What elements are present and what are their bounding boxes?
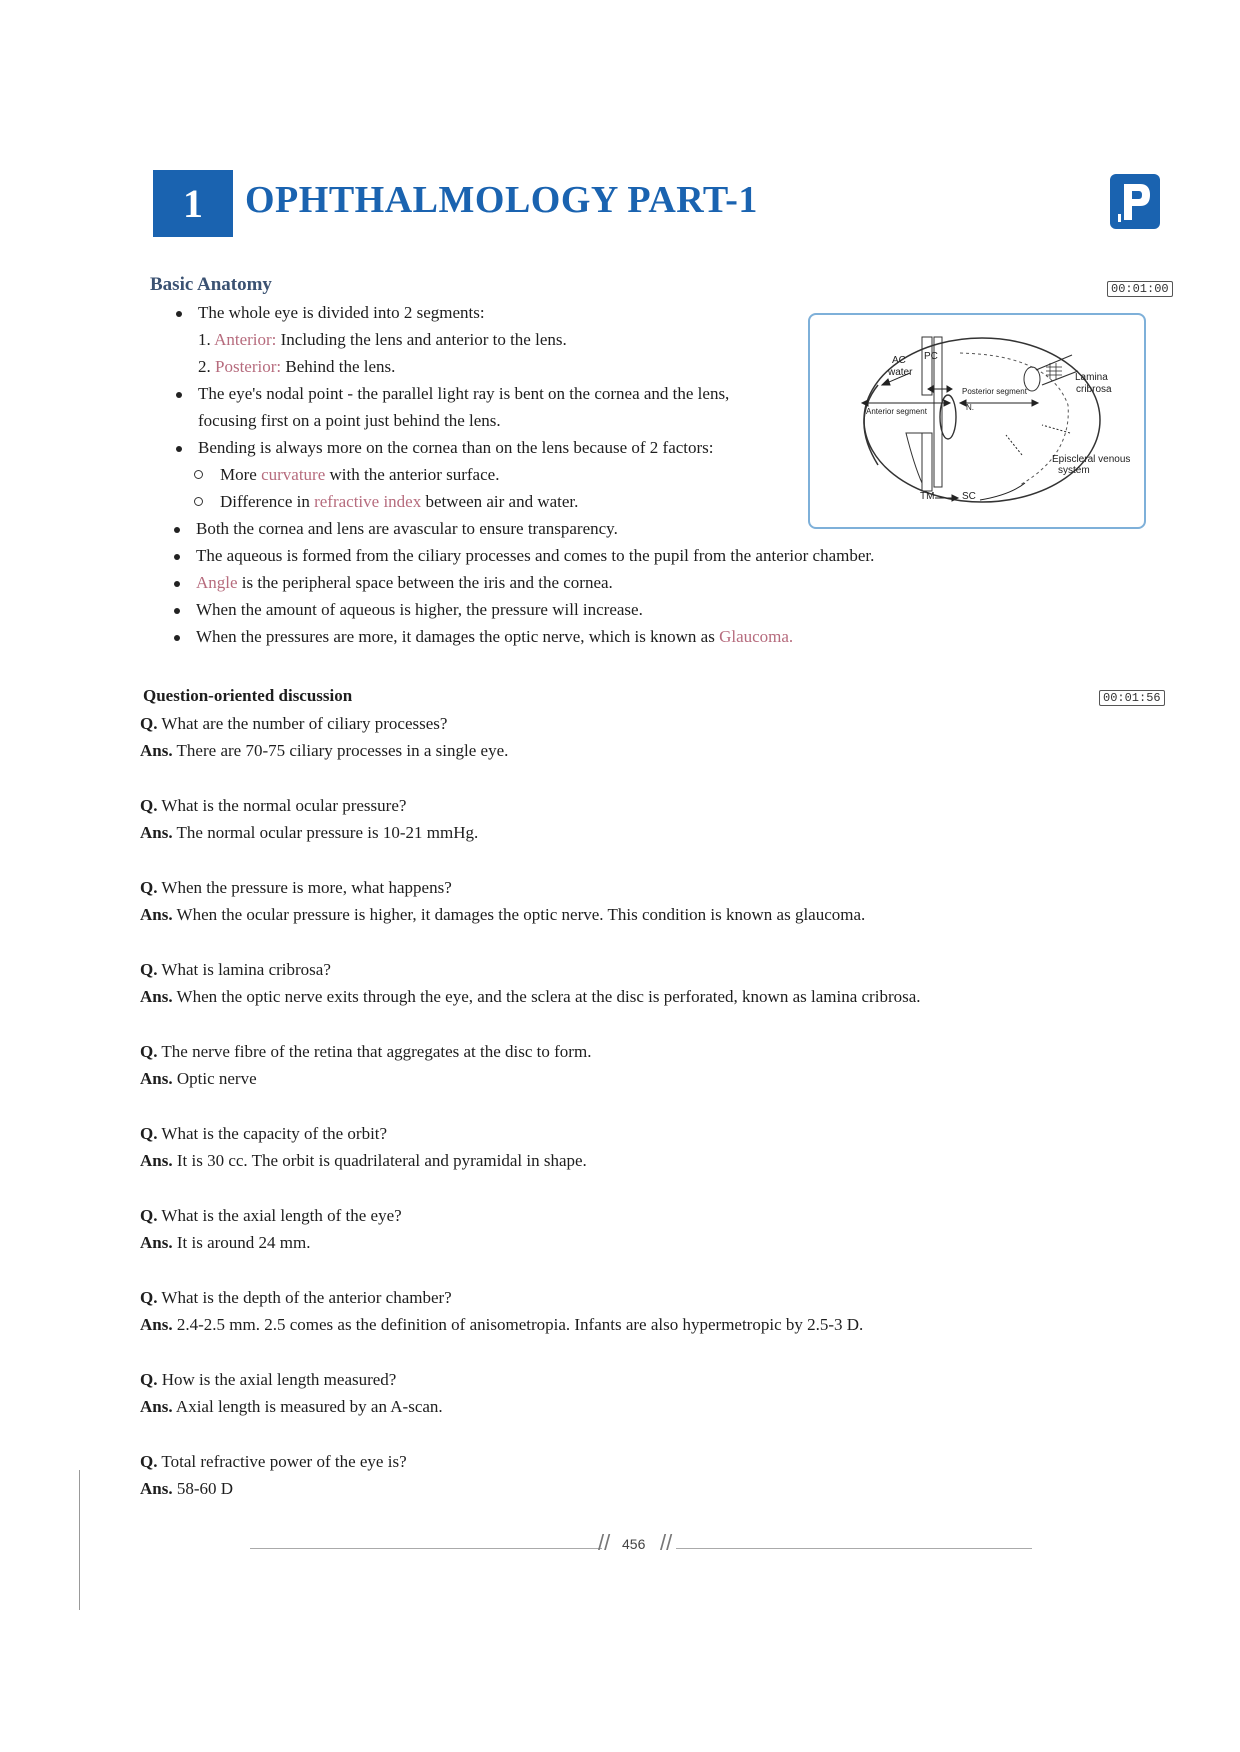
qod-title: Question-oriented discussion: [143, 686, 353, 705]
question: [140, 1206, 402, 1226]
bullet-text: is the peripheral space between the iris and the cornea.: [237, 573, 613, 592]
label-cribrosa: cribrosa: [1076, 384, 1112, 395]
question-text: What are the number of ciliary processes?: [157, 714, 448, 733]
list-text: Behind the lens.: [281, 357, 396, 376]
answer-text: Axial length is measured by an A-scan.: [172, 1397, 443, 1416]
sub-text: More: [220, 465, 262, 484]
answer-text: Optic nerve: [172, 1069, 257, 1088]
answer: [140, 1069, 257, 1089]
q-label: Q.: [140, 1288, 158, 1307]
chapter-number: 1: [183, 181, 203, 226]
a-label: Ans.: [140, 1151, 173, 1170]
bullet-bending: Bending is always more on the cornea than on the lens because of 2 factors:: [198, 438, 714, 457]
label-nodal-point: N.: [966, 403, 974, 412]
label-episcleral: Episcleral venous: [1052, 454, 1131, 465]
bullet-nodal-point-cont: focusing first on a point just behind the lens.: [198, 411, 501, 430]
question-text: What is the capacity of the orbit?: [157, 1124, 388, 1143]
q-label: Q.: [140, 1042, 158, 1061]
question-text: What is the normal ocular pressure?: [157, 796, 407, 815]
answer: [140, 741, 508, 761]
answer: [140, 1397, 443, 1417]
bullet-nodal-point: The eye's nodal point - the parallel light ray is bent on the cornea and the lens,: [198, 384, 730, 403]
chapter-title: OPHTHALMOLOGY PART-1: [245, 179, 758, 221]
eye-anatomy-diagram: [808, 313, 1146, 529]
answer-text: It is around 24 mm.: [172, 1233, 311, 1252]
a-label: Ans.: [140, 987, 173, 1006]
q-label: Q.: [140, 1370, 158, 1389]
q-label: Q.: [140, 1124, 158, 1143]
sub-text: between air and water.: [421, 492, 579, 511]
label-pc: PC: [924, 351, 938, 362]
list-number: 1.: [198, 330, 211, 349]
footer-slash-left: //: [598, 1530, 611, 1555]
a-label: Ans.: [140, 1397, 173, 1416]
a-label: Ans.: [140, 741, 173, 760]
a-label: Ans.: [140, 823, 173, 842]
label-lamina: Lamina: [1075, 372, 1108, 383]
question: [140, 1452, 407, 1472]
answer-text: When the ocular pressure is higher, it damages the optic nerve. This condition is known as glaucoma.: [172, 905, 866, 924]
sub-text: with the anterior surface.: [325, 465, 500, 484]
bullet-aqueous: The aqueous is formed from the ciliary processes and comes to the pupil from the anterior chamber.: [196, 546, 875, 565]
answer: [140, 987, 921, 1007]
a-label: Ans.: [140, 905, 173, 924]
a-label: Ans.: [140, 1069, 173, 1088]
bullet-glaucoma: [196, 627, 793, 647]
bullet-avascular: Both the cornea and lens are avascular to ensure transparency.: [196, 519, 618, 538]
label-water: water: [888, 367, 913, 378]
chapter-number-box: [153, 170, 233, 237]
term-refractive-index: refractive index: [314, 492, 422, 511]
footer-divider-left: [250, 1548, 602, 1549]
bullet-segments: The whole eye is divided into 2 segments:: [198, 303, 485, 322]
footer-slash-right: //: [660, 1530, 673, 1555]
q-label: Q.: [140, 714, 158, 733]
list-text: Including the lens and anterior to the lens.: [276, 330, 567, 349]
answer: [140, 1151, 587, 1171]
bullet-aqueous-pressure: When the amount of aqueous is higher, the pressure will increase.: [196, 600, 643, 619]
question: [140, 796, 406, 816]
label-posterior-segment: Posterior segment: [962, 387, 1027, 396]
answer: [140, 1233, 311, 1253]
question: [140, 1370, 396, 1390]
label-anterior-segment: Anterior segment: [866, 407, 927, 416]
sub-text: Difference in: [220, 492, 315, 511]
q-label: Q.: [140, 960, 158, 979]
answer: [140, 1315, 863, 1335]
answer-text: 2.4-2.5 mm. 2.5 comes as the definition of anisometropia. Infants are also hypermetropic by 2.5-3 D.: [172, 1315, 864, 1334]
question: [140, 878, 452, 898]
section-timestamp: 00:01:00: [1107, 281, 1173, 297]
label-ac: AC: [892, 355, 906, 366]
answer-text: When the optic nerve exits through the eye, and the sclera at the disc is perforated, known as lamina cribrosa.: [172, 987, 921, 1006]
question-text: How is the axial length measured?: [157, 1370, 397, 1389]
question: [140, 960, 331, 980]
question: [140, 714, 447, 734]
answer-text: The normal ocular pressure is 10-21 mmHg.: [172, 823, 479, 842]
footer-divider-right: [676, 1548, 1032, 1549]
page-number: 456: [622, 1536, 646, 1552]
section-title: Basic Anatomy: [150, 274, 272, 295]
question: [140, 1124, 387, 1144]
term-anterior: Anterior:: [214, 330, 277, 349]
bullet-angle: [196, 573, 613, 593]
margin-line: [79, 1470, 80, 1610]
a-label: Ans.: [140, 1479, 173, 1498]
list-number: 2.: [198, 357, 211, 376]
term-glaucoma: Glaucoma.: [719, 627, 794, 646]
question-text: What is the depth of the anterior chamber?: [157, 1288, 452, 1307]
answer: [140, 823, 478, 843]
question: [140, 1042, 591, 1062]
answer-text: There are 70-75 ciliary processes in a single eye.: [172, 741, 509, 760]
answer: [140, 1479, 233, 1499]
a-label: Ans.: [140, 1233, 173, 1252]
question-text: Total refractive power of the eye is?: [157, 1452, 407, 1471]
q-label: Q.: [140, 878, 158, 897]
answer: [140, 905, 865, 925]
term-posterior: Posterior:: [215, 357, 282, 376]
q-label: Q.: [140, 1452, 158, 1471]
question: [140, 1288, 452, 1308]
q-label: Q.: [140, 1206, 158, 1225]
label-sc: SC: [962, 491, 976, 502]
answer-text: It is 30 cc. The orbit is quadrilateral and pyramidal in shape.: [172, 1151, 587, 1170]
eye-outline: [810, 315, 1144, 527]
question-text: When the pressure is more, what happens?: [157, 878, 452, 897]
term-curvature: curvature: [261, 465, 326, 484]
sub-item-curvature: [220, 465, 499, 485]
publisher-logo-icon: [1110, 174, 1160, 229]
bullet-text: When the pressures are more, it damages the optic nerve, which is known as: [196, 627, 720, 646]
question-text: What is the axial length of the eye?: [157, 1206, 402, 1225]
q-label: Q.: [140, 796, 158, 815]
label-system: system: [1058, 465, 1090, 476]
term-angle: Angle: [196, 573, 238, 592]
list-item-anterior: [198, 330, 567, 350]
list-item-posterior: [198, 357, 395, 377]
label-tm: TM: [920, 491, 935, 502]
qod-timestamp: 00:01:56: [1099, 690, 1165, 706]
sub-item-refractive-index: [220, 492, 578, 512]
question-text: What is lamina cribrosa?: [157, 960, 331, 979]
a-label: Ans.: [140, 1315, 173, 1334]
question-text: The nerve fibre of the retina that aggregates at the disc to form.: [157, 1042, 592, 1061]
answer-text: 58-60 D: [172, 1479, 234, 1498]
